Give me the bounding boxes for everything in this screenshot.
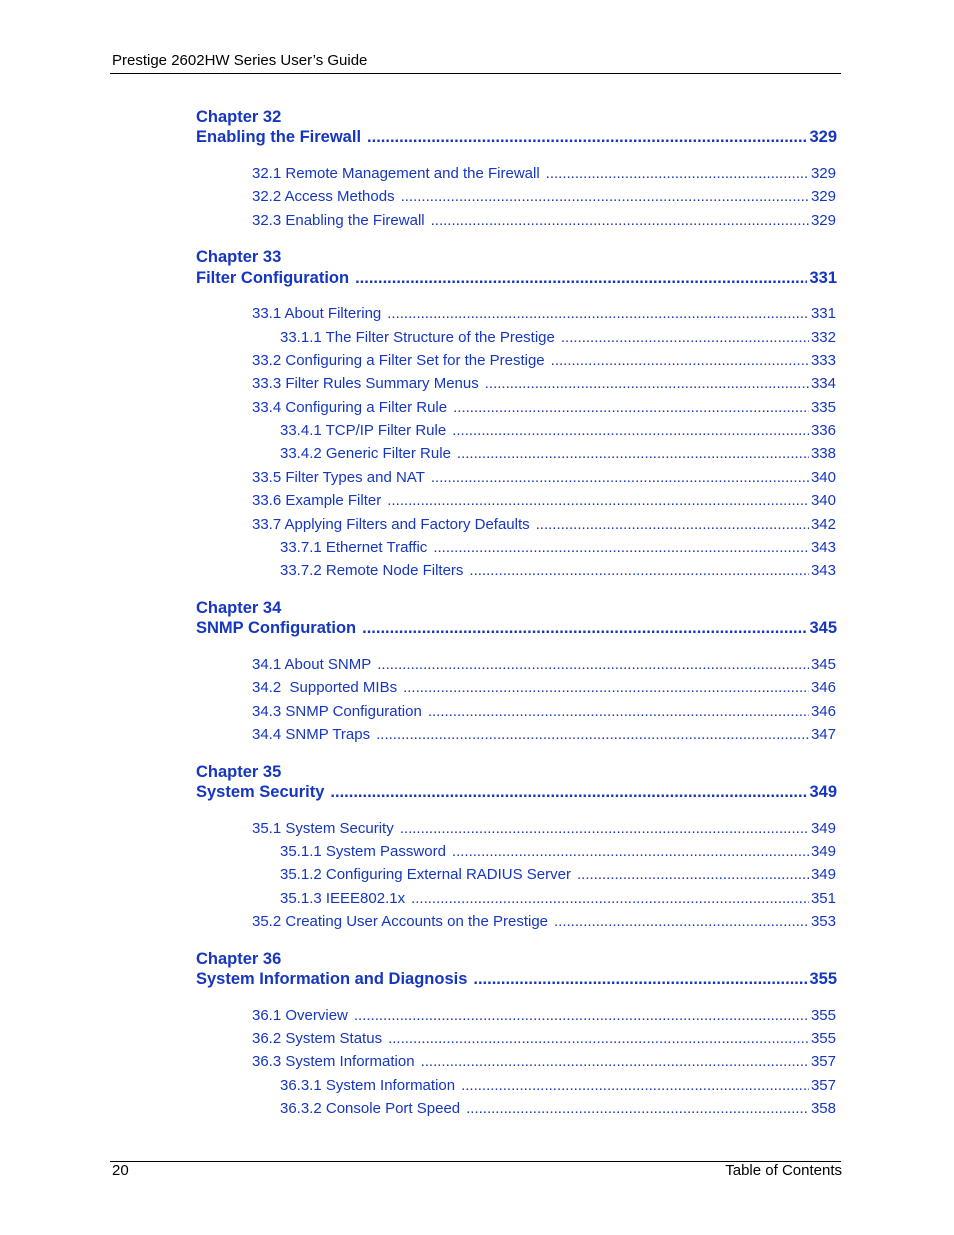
chapter-page-number: 355 [809, 970, 837, 988]
toc-subentry[interactable] [280, 1077, 836, 1095]
toc-entry[interactable] [252, 375, 836, 393]
toc-entry-page: 353 [810, 913, 836, 930]
toc-entry-text: 33.5 Filter Types and NAT [252, 469, 425, 486]
dot-leader [536, 516, 809, 534]
dot-leader [485, 375, 809, 393]
toc-entry-page: 335 [810, 399, 836, 416]
toc-entry-text: 32.3 Enabling the Firewall [252, 212, 425, 229]
dot-leader [354, 1007, 809, 1025]
toc-entry-page: 334 [810, 375, 836, 392]
toc-subentry[interactable] [280, 445, 836, 463]
chapter-label[interactable]: Chapter 32 [196, 108, 282, 126]
toc-entry-text: 36.3.1 System Information [280, 1077, 456, 1094]
toc-entry[interactable] [252, 305, 836, 323]
toc-entry-page: 340 [810, 469, 836, 486]
toc-entry-page: 329 [810, 188, 836, 205]
toc-entry-text: 36.3 System Information [252, 1053, 415, 1070]
dot-leader [469, 562, 809, 580]
toc-entry-text: 36.2 System Status [252, 1030, 383, 1047]
dot-leader [411, 890, 809, 908]
toc-entry-text: 33.4.1 TCP/IP Filter Rule [280, 422, 447, 439]
toc-subentry[interactable] [280, 539, 836, 557]
toc-entry-page: 349 [810, 820, 836, 837]
toc-entry-text: 36.3.2 Console Port Speed [280, 1100, 461, 1117]
toc-entry[interactable] [252, 1007, 836, 1025]
dot-leader [421, 1053, 809, 1071]
toc-entry-page: 355 [810, 1007, 836, 1024]
toc-entry[interactable] [252, 516, 836, 534]
toc-entry-text: 33.1.1 The Filter Structure of the Prestige [280, 329, 555, 346]
toc-entry-page: 336 [810, 422, 836, 439]
toc-subentry[interactable] [280, 866, 836, 884]
toc-entry-text: 34.1 About SNMP [252, 656, 372, 673]
toc-entry-text: 33.7.2 Remote Node Filters [280, 562, 464, 579]
toc-entry-page: 338 [810, 445, 836, 462]
toc-entry[interactable] [252, 656, 836, 674]
toc-subentry[interactable] [280, 890, 836, 908]
toc-subentry[interactable] [280, 1100, 836, 1118]
toc-entry[interactable] [252, 492, 836, 510]
chapter-title-link[interactable] [196, 268, 837, 288]
toc-entry-page: 357 [810, 1077, 836, 1094]
toc-entry-page: 331 [810, 305, 836, 322]
toc-entry[interactable] [252, 820, 836, 838]
toc-entry-text: 35.1.1 System Password [280, 843, 446, 860]
dot-leader [330, 782, 807, 802]
toc-entry-text: 35.1 System Security [252, 820, 394, 837]
dot-leader [401, 188, 809, 206]
dot-leader [403, 679, 809, 697]
dot-leader [431, 212, 809, 230]
toc-entry-text: 33.7 Applying Filters and Factory Defaults [252, 516, 530, 533]
dot-leader [367, 127, 807, 147]
toc-entry-page: 342 [810, 516, 836, 533]
toc-entry-text: 33.6 Example Filter [252, 492, 382, 509]
footer-page-number: 20 [112, 1162, 129, 1179]
dot-leader [431, 469, 809, 487]
toc-entry-text: 33.4 Configuring a Filter Rule [252, 399, 448, 416]
toc-entry-page: 340 [810, 492, 836, 509]
chapter-title-text: Filter Configuration [196, 269, 350, 287]
toc-entry-page: 357 [810, 1053, 836, 1070]
toc-entry[interactable] [252, 212, 836, 230]
chapter-title-text: System Security [196, 783, 325, 801]
toc-entry-text: 35.1.2 Configuring External RADIUS Server [280, 866, 571, 883]
dot-leader [428, 703, 809, 721]
chapter-page-number: 349 [809, 783, 837, 801]
toc-entry[interactable] [252, 165, 836, 183]
toc-entry-text: 33.4.2 Generic Filter Rule [280, 445, 451, 462]
toc-entry[interactable] [252, 469, 836, 487]
dot-leader [355, 268, 807, 288]
dot-leader [554, 913, 809, 931]
toc-subentry[interactable] [280, 422, 836, 440]
chapter-title-text: Enabling the Firewall [196, 128, 362, 146]
toc-entry-text: 33.3 Filter Rules Summary Menus [252, 375, 479, 392]
chapter-title-link[interactable] [196, 969, 837, 989]
dot-leader [452, 843, 809, 861]
toc-entry-text: 33.7.1 Ethernet Traffic [280, 539, 428, 556]
dot-leader [388, 1030, 809, 1048]
toc-entry[interactable] [252, 188, 836, 206]
chapter-label[interactable]: Chapter 35 [196, 763, 282, 781]
toc-entry-page: 332 [810, 329, 836, 346]
dot-leader [376, 726, 809, 744]
chapter-label[interactable]: Chapter 36 [196, 950, 282, 968]
toc-entry-text: 34.4 SNMP Traps [252, 726, 371, 743]
toc-entry-text: 34.2 Supported MIBs [252, 679, 398, 696]
chapter-title-text: System Information and Diagnosis [196, 970, 468, 988]
toc-entry-page: 346 [810, 703, 836, 720]
toc-entry[interactable] [252, 726, 836, 744]
toc-entry-page: 329 [810, 165, 836, 182]
toc-entry-page: 343 [810, 562, 836, 579]
toc-entry-text: 33.1 About Filtering [252, 305, 382, 322]
toc-entry-page: 358 [810, 1100, 836, 1117]
dot-leader [433, 539, 809, 557]
toc-entry-page: 349 [810, 866, 836, 883]
toc-entry[interactable] [252, 1030, 836, 1048]
toc-entry-page: 355 [810, 1030, 836, 1047]
toc-entry-text: 35.1.3 IEEE802.1x [280, 890, 406, 907]
dot-leader [561, 329, 809, 347]
dot-leader [473, 969, 807, 989]
toc-entry-page: 347 [810, 726, 836, 743]
toc-entry[interactable] [252, 679, 836, 697]
chapter-title-link[interactable] [196, 618, 837, 638]
toc-entry-page: 346 [810, 679, 836, 696]
toc-entry-page: 329 [810, 212, 836, 229]
dot-leader [452, 422, 809, 440]
toc-entry-text: 33.2 Configuring a Filter Set for the Prestige [252, 352, 545, 369]
dot-leader [546, 165, 809, 183]
dot-leader [577, 866, 809, 884]
toc-entry[interactable] [252, 913, 836, 931]
toc-entry-text: 32.2 Access Methods [252, 188, 395, 205]
dot-leader [362, 618, 807, 638]
toc-entry-text: 32.1 Remote Management and the Firewall [252, 165, 540, 182]
dot-leader [551, 352, 809, 370]
chapter-page-number: 329 [809, 128, 837, 146]
dot-leader [400, 820, 809, 838]
chapter-label[interactable]: Chapter 34 [196, 599, 282, 617]
dot-leader [387, 305, 809, 323]
chapter-page-number: 345 [809, 619, 837, 637]
toc-subentry[interactable] [280, 329, 836, 347]
toc-entry-page: 351 [810, 890, 836, 907]
toc-entry[interactable] [252, 1053, 836, 1071]
toc-entry-text: 36.1 Overview [252, 1007, 348, 1024]
footer-section-title: Table of Contents [725, 1162, 842, 1179]
toc-entry[interactable] [252, 703, 836, 721]
chapter-title-link[interactable] [196, 127, 837, 147]
toc-entry[interactable] [252, 399, 836, 417]
toc-entry[interactable] [252, 352, 836, 370]
dot-leader [457, 445, 809, 463]
toc-entry-page: 343 [810, 539, 836, 556]
chapter-title-link[interactable] [196, 782, 837, 802]
dot-leader [377, 656, 809, 674]
chapter-title-text: SNMP Configuration [196, 619, 357, 637]
toc-subentry[interactable] [280, 843, 836, 861]
dot-leader [466, 1100, 809, 1118]
dot-leader [387, 492, 809, 510]
toc-entry-page: 349 [810, 843, 836, 860]
dot-leader [453, 399, 809, 417]
toc-entry-text: 34.3 SNMP Configuration [252, 703, 422, 720]
chapter-page-number: 331 [809, 269, 837, 287]
toc-entry-text: 35.2 Creating User Accounts on the Prestige [252, 913, 549, 930]
chapter-label[interactable]: Chapter 33 [196, 248, 282, 266]
toc-entry-page: 333 [810, 352, 836, 369]
toc-entry-page: 345 [810, 656, 836, 673]
dot-leader [461, 1077, 809, 1095]
running-header-title: Prestige 2602HW Series User’s Guide [112, 52, 368, 69]
toc-subentry[interactable] [280, 562, 836, 580]
